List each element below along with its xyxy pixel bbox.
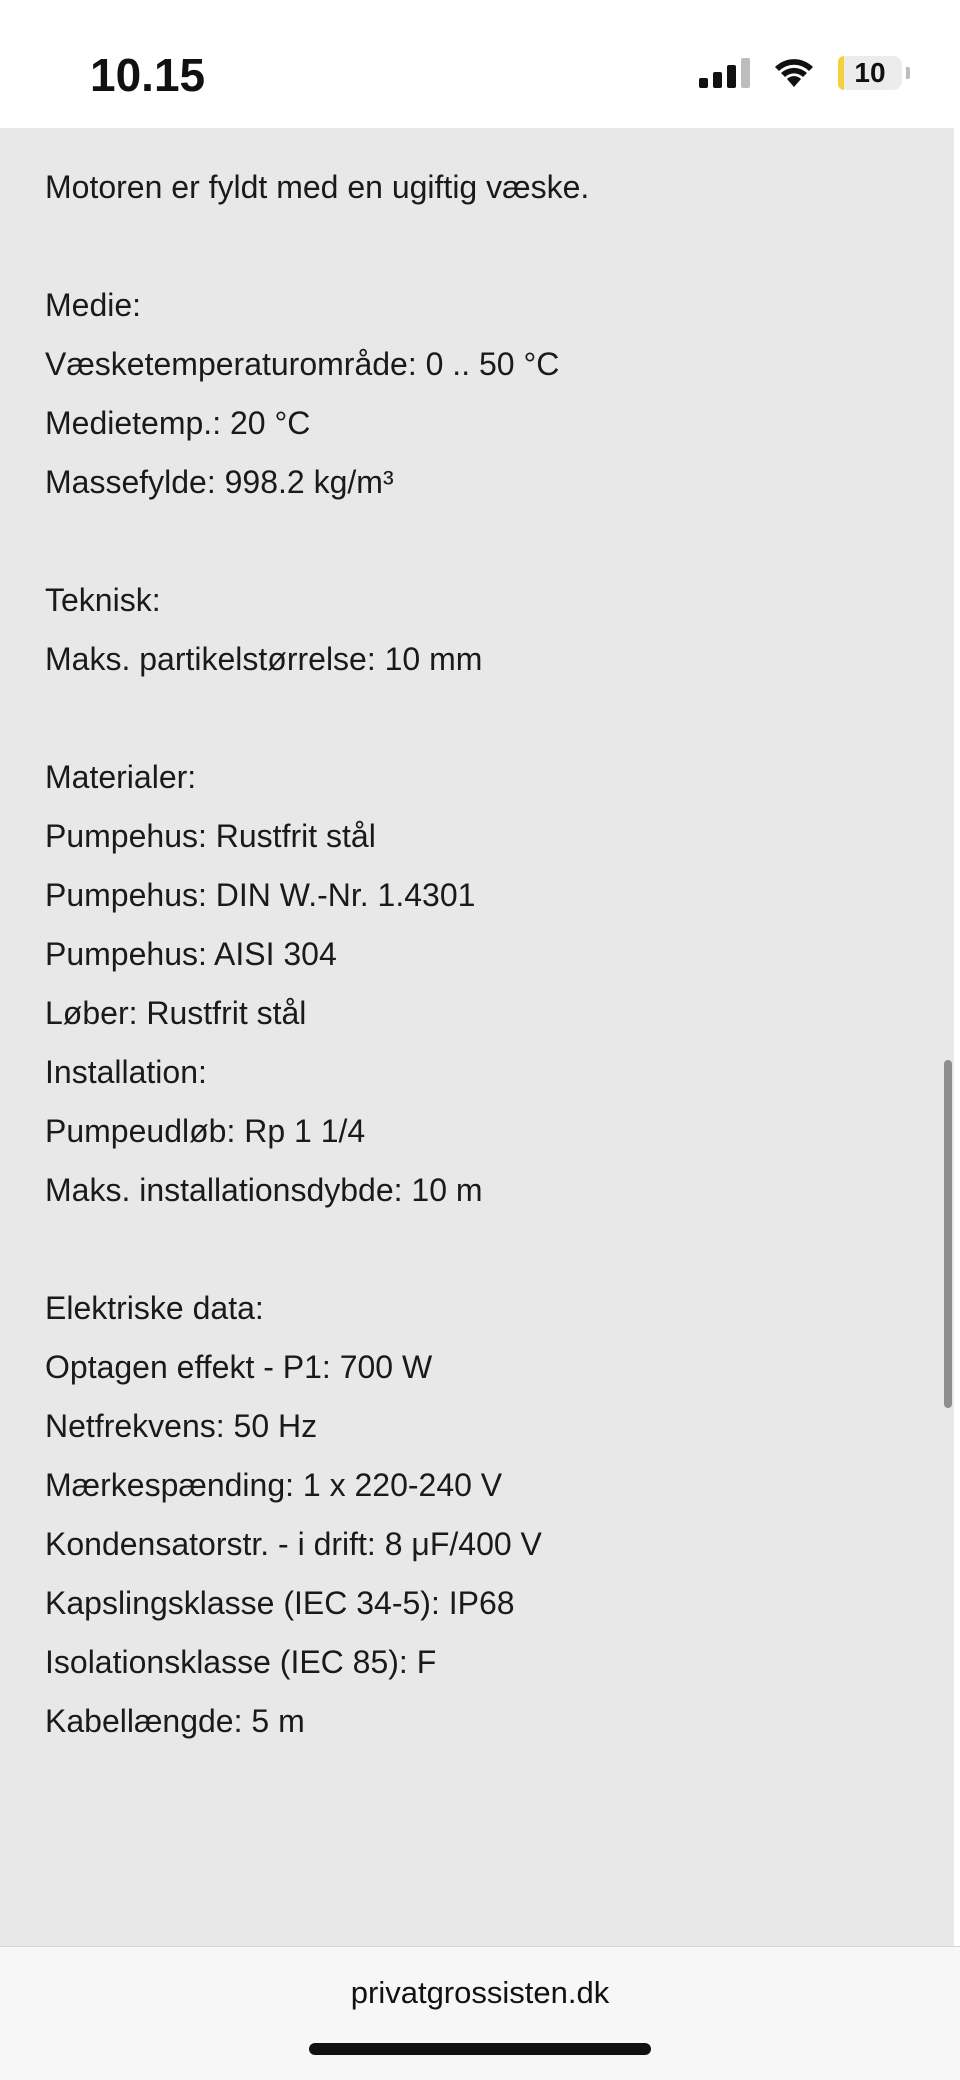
spec-line: Væsketemperaturområde: 0 .. 50 °C xyxy=(45,346,560,382)
cellular-signal-icon xyxy=(699,58,750,88)
spec-line: Pumpehus: DIN W.-Nr. 1.4301 xyxy=(45,877,476,913)
battery-icon xyxy=(838,56,902,90)
spec-line: Medietemp.: 20 °C xyxy=(45,405,311,441)
status-icons xyxy=(699,56,910,90)
spacer-line xyxy=(45,1220,589,1279)
spec-line: Pumpehus: AISI 304 xyxy=(45,936,337,972)
url-label[interactable]: privatgrossisten.dk xyxy=(350,1975,610,2010)
spec-line: Medie: xyxy=(45,287,142,323)
page-content[interactable] xyxy=(0,128,954,1946)
spec-line: Kondensatorstr. - i drift: 8 μF/400 V xyxy=(45,1526,542,1562)
spec-line: Maks. installationsdybde: 10 m xyxy=(45,1172,483,1208)
battery-fill xyxy=(838,56,844,90)
spec-line: Motoren er fyldt med en ugiftig væske. xyxy=(45,169,590,205)
status-bar xyxy=(0,0,960,128)
spec-line: Pumpehus: Rustfrit stål xyxy=(45,818,376,854)
spec-line: Optagen effekt - P1: 700 W xyxy=(45,1349,433,1385)
browser-bottom-bar xyxy=(0,1946,960,2080)
spec-line: Maks. partikelstørrelse: 10 mm xyxy=(45,641,483,677)
spacer-line xyxy=(45,512,589,571)
spec-line: Teknisk: xyxy=(45,582,161,618)
home-indicator[interactable] xyxy=(309,2043,651,2055)
spacer-line xyxy=(45,217,589,276)
status-time: 10.15 xyxy=(90,49,206,101)
spec-line: Pumpeudløb: Rp 1 1/4 xyxy=(45,1113,366,1149)
wifi-icon xyxy=(772,57,816,89)
scrollbar[interactable] xyxy=(944,1060,952,1408)
spec-line: Netfrekvens: 50 Hz xyxy=(45,1408,318,1444)
spec-line: Massefylde: 998.2 kg/m³ xyxy=(45,464,394,500)
spec-line: Kapslingsklasse (IEC 34-5): IP68 xyxy=(45,1585,515,1621)
spec-list xyxy=(45,158,589,1751)
spec-line: Løber: Rustfrit stål xyxy=(45,995,307,1031)
spacer-line xyxy=(45,689,589,748)
spec-line: Elektriske data: xyxy=(45,1290,264,1326)
battery-level: 10 xyxy=(854,57,886,88)
spec-line: Materialer: xyxy=(45,759,197,795)
spec-line: Mærkespænding: 1 x 220-240 V xyxy=(45,1467,503,1503)
battery-cap xyxy=(906,67,910,79)
spec-line: Kabellængde: 5 m xyxy=(45,1703,305,1739)
spec-line: Isolationsklasse (IEC 85): F xyxy=(45,1644,437,1680)
spec-line: Installation: xyxy=(45,1054,207,1090)
